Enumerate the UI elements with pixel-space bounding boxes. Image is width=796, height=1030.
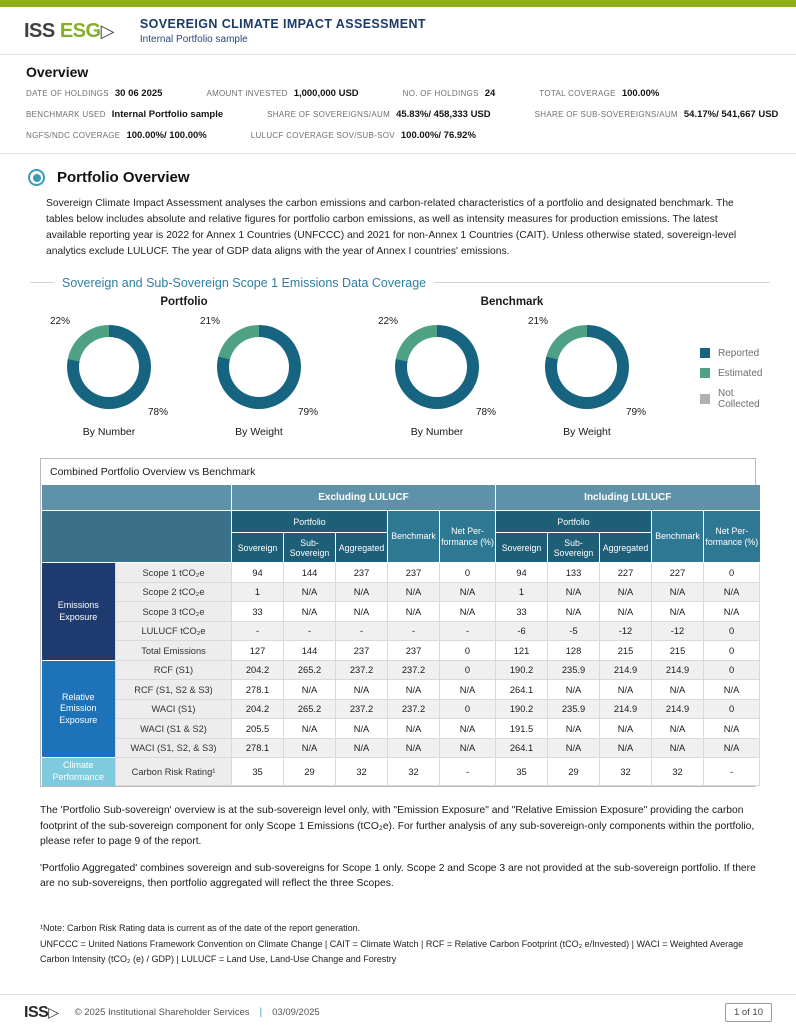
table-cell: N/A bbox=[704, 738, 760, 758]
row-label: Total Emissions bbox=[116, 641, 232, 661]
table-cell: 144 bbox=[284, 641, 336, 661]
table-body bbox=[42, 563, 760, 786]
donut-caption: By Number bbox=[82, 425, 136, 438]
table-cell: 235.9 bbox=[548, 699, 600, 719]
table-row bbox=[42, 660, 760, 680]
table-cell: N/A bbox=[284, 602, 336, 622]
table-cell: 237.2 bbox=[388, 660, 440, 680]
field-value: 54.17%/ 541,667 USD bbox=[683, 109, 779, 120]
benchmark-chart-group bbox=[362, 296, 662, 438]
field-label: SHARE OF SUB-SOVEREIGNS/AUM bbox=[534, 110, 678, 119]
header-benchmark: Benchmark bbox=[388, 511, 440, 563]
header-sub-sovereign: Sub-Sovereign bbox=[284, 533, 336, 563]
table-cell: 33 bbox=[496, 602, 548, 622]
table-cell: 214.9 bbox=[652, 699, 704, 719]
table-cell: 237 bbox=[336, 563, 388, 583]
table-cell: N/A bbox=[652, 719, 704, 739]
table-row bbox=[42, 641, 760, 661]
reported-percent-label: 79% bbox=[625, 406, 646, 418]
logo-esg-text: ESG bbox=[59, 19, 101, 42]
chart-group-title: Benchmark bbox=[480, 295, 544, 308]
table-cell: - bbox=[440, 758, 496, 786]
estimated-percent-label: 22% bbox=[50, 315, 71, 327]
coverage-charts bbox=[34, 296, 770, 438]
donut-portfolio-by-number bbox=[34, 316, 184, 438]
estimated-percent-label: 21% bbox=[528, 315, 549, 327]
sub-sovereign-note-paragraph: The 'Portfolio Sub-sovereign' overview is at the sub-sovereign level only, with "Emission Exposure" and "Relative Emission Exposure" providing the carbon footprint of the sub-sovereign component for only Scope 1 Emissions (tCO₂e). For further analysis of any sub-sovereign-only components within the portfolio, please refer to page 9 of the report. bbox=[40, 805, 755, 848]
table-cell: N/A bbox=[284, 582, 336, 602]
legend-label: Not Collected bbox=[718, 387, 760, 410]
table-cell: 227 bbox=[600, 563, 652, 583]
header-portfolio: Portfolio bbox=[496, 511, 652, 533]
table-cell: 237.2 bbox=[388, 699, 440, 719]
table-cell: N/A bbox=[652, 680, 704, 700]
table-cell: N/A bbox=[440, 738, 496, 758]
row-label: LULUCF tCO₂e bbox=[116, 621, 232, 641]
field-label: SHARE OF SOVEREIGNS/AUM bbox=[267, 110, 391, 119]
legend-swatch-estimated bbox=[700, 368, 710, 378]
table-cell: N/A bbox=[548, 602, 600, 622]
donut-ring bbox=[67, 325, 151, 409]
coverage-subheading-row bbox=[30, 276, 770, 290]
table-cell: N/A bbox=[336, 719, 388, 739]
divider-line bbox=[30, 282, 54, 283]
table-cell: 0 bbox=[440, 660, 496, 680]
table-cell: N/A bbox=[440, 680, 496, 700]
row-label: RCF (S1, S2 & S3) bbox=[116, 680, 232, 700]
overview-heading: Overview bbox=[26, 64, 89, 80]
row-group-label: Emissions Exposure bbox=[42, 563, 116, 661]
row-label: Scope 2 tCO₂e bbox=[116, 582, 232, 602]
table-cell: N/A bbox=[440, 582, 496, 602]
footer-separator: | bbox=[259, 1007, 263, 1018]
table-cell: 237.2 bbox=[336, 660, 388, 680]
header-sovereign: Sovereign bbox=[496, 533, 548, 563]
field-value: 30 06 2025 bbox=[114, 88, 163, 99]
header-corner-cell bbox=[42, 511, 232, 563]
row-label: WACI (S1) bbox=[116, 699, 232, 719]
logo-iss-text: ISS bbox=[24, 19, 55, 42]
table-cell: 215 bbox=[652, 641, 704, 661]
header-aggregated: Aggregated bbox=[600, 533, 652, 563]
table-cell: 237 bbox=[336, 641, 388, 661]
row-group-label: Relative Emission Exposure bbox=[42, 660, 116, 758]
footnote-abbreviations: UNFCCC = United Nations Framework Convention on Climate Change | CAIT = Climate Watch | RCF = Relative Carbon Footprint (tCO₂ e/Invested) | WACI = Weighted Average Carbon Intensity (tCO₂ (e) / GDP) | LULUCF = Land Use, Land-Use Change and Forestry bbox=[40, 938, 744, 964]
donut-benchmark-by-number bbox=[362, 316, 512, 438]
field-label: NO. OF HOLDINGS bbox=[402, 89, 479, 98]
header-sub-sovereign: Sub-Sovereign bbox=[548, 533, 600, 563]
table-cell: 191.5 bbox=[496, 719, 548, 739]
table-cell: 0 bbox=[440, 563, 496, 583]
table-cell: 0 bbox=[704, 699, 760, 719]
table-cell: 32 bbox=[388, 758, 440, 786]
overview-section bbox=[0, 55, 796, 154]
table-cell: - bbox=[388, 621, 440, 641]
donut-caption: By Number bbox=[410, 425, 464, 438]
table-cell: N/A bbox=[548, 680, 600, 700]
footer-copyright: © 2025 Institutional Shareholder Services bbox=[74, 1007, 250, 1018]
table-cell: 29 bbox=[548, 758, 600, 786]
estimated-percent-label: 21% bbox=[200, 315, 221, 327]
header-aggregated: Aggregated bbox=[336, 533, 388, 563]
table-cell: N/A bbox=[600, 680, 652, 700]
header-net-performance: Net Per-formance (%) bbox=[704, 511, 760, 563]
table-row bbox=[42, 758, 760, 786]
table-cell: 265.2 bbox=[284, 699, 336, 719]
table-cell: 0 bbox=[704, 660, 760, 680]
donut-ring bbox=[395, 325, 479, 409]
table-cell: N/A bbox=[336, 602, 388, 622]
donut-caption: By Weight bbox=[563, 425, 611, 438]
table-cell: 237 bbox=[388, 563, 440, 583]
donut-benchmark-by-weight bbox=[512, 316, 662, 438]
page-number-badge: 1 of 10 bbox=[725, 1003, 772, 1022]
table-cell: 35 bbox=[232, 758, 284, 786]
table-cell: - bbox=[704, 758, 760, 786]
table-cell: -12 bbox=[600, 621, 652, 641]
table-cell: N/A bbox=[388, 719, 440, 739]
table-cell: 0 bbox=[704, 641, 760, 661]
table-cell: 0 bbox=[440, 641, 496, 661]
legend-swatch-not-collected bbox=[700, 394, 710, 404]
table-cell: - bbox=[232, 621, 284, 641]
portfolio-overview-intro: Sovereign Climate Impact Assessment analyses the carbon emissions and carbon-related characteristics of a portfolio and designated benchmark. The tables below includes absolute and relative figures for portfolio carbon emissions, as well as intensity measures for production emissions. The latest available reporting year is 2022 for Annex 1 Countries (UNFCCC) and 2021 for non-Annex 1 Countries (CAIT). Unless otherwise stated, sovereign-level analytics exclude LULUCF. The year of GDP data aligns with the year of Annex I countries' emissions. bbox=[46, 198, 737, 257]
field-no-of-holdings bbox=[403, 88, 496, 99]
field-share-sovereigns bbox=[267, 109, 490, 120]
table-cell: N/A bbox=[704, 680, 760, 700]
table-row bbox=[42, 719, 760, 739]
field-date-of-holdings bbox=[26, 88, 162, 99]
table-cell: 227 bbox=[652, 563, 704, 583]
field-label: LULUCF COVERAGE SOV/SUB-SOV bbox=[250, 131, 395, 140]
table-cell: - bbox=[336, 621, 388, 641]
table-cell: 121 bbox=[496, 641, 548, 661]
table-cell: 1 bbox=[232, 582, 284, 602]
field-label: NGFS/NDC COVERAGE bbox=[26, 131, 121, 140]
table-cell: 215 bbox=[600, 641, 652, 661]
table-cell: N/A bbox=[652, 738, 704, 758]
legend-label: Estimated bbox=[718, 367, 763, 379]
table-cell: 32 bbox=[652, 758, 704, 786]
table-cell: 133 bbox=[548, 563, 600, 583]
table-cell: N/A bbox=[388, 680, 440, 700]
table-cell: 237.2 bbox=[336, 699, 388, 719]
portfolio-overview-heading: Portfolio Overview bbox=[57, 169, 190, 186]
top-accent-bar bbox=[0, 0, 796, 7]
header-net-performance: Net Per-formance (%) bbox=[440, 511, 496, 563]
table-cell: -12 bbox=[652, 621, 704, 641]
legend-item-reported bbox=[700, 348, 770, 359]
table-cell: 204.2 bbox=[232, 660, 284, 680]
table-cell: N/A bbox=[704, 719, 760, 739]
row-group-label: Climate Performance bbox=[42, 758, 116, 786]
row-label: RCF (S1) bbox=[116, 660, 232, 680]
table-row bbox=[42, 621, 760, 641]
table-cell: N/A bbox=[600, 582, 652, 602]
table-cell: 32 bbox=[600, 758, 652, 786]
field-share-sub-sovereigns bbox=[535, 109, 779, 120]
table-title: Combined Portfolio Overview vs Benchmark bbox=[41, 459, 755, 485]
table-cell: 128 bbox=[548, 641, 600, 661]
table-cell: N/A bbox=[336, 680, 388, 700]
legend-item-not-collected bbox=[700, 388, 770, 410]
divider-line bbox=[434, 282, 770, 283]
table-cell: 235.9 bbox=[548, 660, 600, 680]
table-cell: 278.1 bbox=[232, 680, 284, 700]
table-row bbox=[42, 680, 760, 700]
legend-swatch-reported bbox=[700, 348, 710, 358]
field-amount-invested bbox=[206, 88, 358, 99]
table-cell: N/A bbox=[440, 719, 496, 739]
table-cell: 0 bbox=[704, 621, 760, 641]
row-label: Carbon Risk Rating¹ bbox=[116, 758, 232, 786]
table-cell: 237 bbox=[388, 641, 440, 661]
table-cell: N/A bbox=[652, 582, 704, 602]
table-row bbox=[42, 582, 760, 602]
field-ngfs-ndc-coverage bbox=[26, 130, 207, 141]
table-cell: -5 bbox=[548, 621, 600, 641]
table-cell: N/A bbox=[600, 602, 652, 622]
coverage-subheading: Sovereign and Sub-Sovereign Scope 1 Emissions Data Coverage bbox=[62, 275, 427, 290]
table-cell: 264.1 bbox=[496, 680, 548, 700]
reported-percent-label: 78% bbox=[475, 406, 496, 418]
header-portfolio: Portfolio bbox=[232, 511, 388, 533]
table-cell: 0 bbox=[440, 699, 496, 719]
main-content bbox=[0, 169, 796, 967]
row-label: WACI (S1 & S2) bbox=[116, 719, 232, 739]
field-label: BENCHMARK USED bbox=[26, 110, 106, 119]
field-total-coverage bbox=[539, 88, 659, 99]
field-value: 24 bbox=[484, 88, 496, 99]
legend-item-estimated bbox=[700, 368, 770, 379]
field-label: AMOUNT INVESTED bbox=[206, 89, 288, 98]
donut-caption: By Weight bbox=[235, 425, 283, 438]
table-cell: N/A bbox=[388, 738, 440, 758]
table-cell: N/A bbox=[336, 582, 388, 602]
logo-triangle-icon: ▷ bbox=[48, 1003, 59, 1020]
table-cell: - bbox=[440, 621, 496, 641]
reported-percent-label: 79% bbox=[297, 406, 318, 418]
table-cell: 278.1 bbox=[232, 738, 284, 758]
table-cell: N/A bbox=[600, 719, 652, 739]
field-label: TOTAL COVERAGE bbox=[539, 89, 616, 98]
field-value: 45.83%/ 458,333 USD bbox=[396, 109, 491, 120]
combined-overview-table bbox=[40, 458, 759, 787]
report-header bbox=[0, 7, 796, 55]
footnotes bbox=[40, 921, 756, 967]
report-title: SOVEREIGN CLIMATE IMPACT ASSESSMENT bbox=[139, 17, 426, 31]
table-cell: N/A bbox=[284, 719, 336, 739]
field-lulucf-coverage bbox=[251, 130, 476, 141]
reported-percent-label: 78% bbox=[147, 406, 168, 418]
field-value: 100.00%/ 76.92% bbox=[400, 130, 476, 141]
row-label: Scope 3 tCO₂e bbox=[116, 602, 232, 622]
table-cell: 1 bbox=[496, 582, 548, 602]
section-bullet-icon bbox=[28, 169, 45, 186]
table-row bbox=[42, 563, 760, 583]
table-cell: - bbox=[284, 621, 336, 641]
table-cell: N/A bbox=[336, 738, 388, 758]
table-cell: N/A bbox=[704, 582, 760, 602]
table-cell: N/A bbox=[388, 602, 440, 622]
table-cell: 0 bbox=[704, 563, 760, 583]
iss-esg-logo bbox=[24, 20, 114, 43]
field-value: 100.00%/ 100.00% bbox=[126, 130, 207, 141]
table-cell: N/A bbox=[548, 719, 600, 739]
legend-label: Reported bbox=[718, 347, 760, 359]
page-footer bbox=[0, 994, 796, 1030]
table-cell: N/A bbox=[440, 602, 496, 622]
table-cell: 33 bbox=[232, 602, 284, 622]
chart-group-title: Portfolio bbox=[160, 295, 208, 308]
donut-ring bbox=[545, 325, 629, 409]
footer-date: 03/09/2025 bbox=[272, 1007, 320, 1018]
header-including-lulucf: Including LULUCF bbox=[496, 485, 760, 511]
table-cell: 32 bbox=[336, 758, 388, 786]
table-cell: N/A bbox=[600, 738, 652, 758]
table-cell: N/A bbox=[548, 582, 600, 602]
table-cell: 190.2 bbox=[496, 699, 548, 719]
table-cell: 94 bbox=[496, 563, 548, 583]
field-label: DATE OF HOLDINGS bbox=[26, 89, 109, 98]
table-cell: 190.2 bbox=[496, 660, 548, 680]
table-header bbox=[42, 485, 760, 563]
field-value: Internal Portfolio sample bbox=[111, 109, 224, 120]
table-cell: -6 bbox=[496, 621, 548, 641]
table-cell: 205.5 bbox=[232, 719, 284, 739]
donut-portfolio-by-weight bbox=[184, 316, 334, 438]
field-value: 100.00% bbox=[621, 88, 660, 99]
table-cell: 144 bbox=[284, 563, 336, 583]
table-cell: 94 bbox=[232, 563, 284, 583]
table-cell: N/A bbox=[704, 602, 760, 622]
table-cell: 265.2 bbox=[284, 660, 336, 680]
portfolio-chart-group bbox=[34, 296, 334, 438]
table-cell: 29 bbox=[284, 758, 336, 786]
chart-legend bbox=[700, 348, 770, 419]
estimated-percent-label: 22% bbox=[378, 315, 399, 327]
row-label: Scope 1 tCO₂e bbox=[116, 563, 232, 583]
table-row bbox=[42, 738, 760, 758]
header-blank-cell bbox=[42, 485, 232, 511]
table-cell: 214.9 bbox=[600, 660, 652, 680]
table-cell: 127 bbox=[232, 641, 284, 661]
table-cell: 35 bbox=[496, 758, 548, 786]
table-cell: N/A bbox=[388, 582, 440, 602]
header-benchmark: Benchmark bbox=[652, 511, 704, 563]
footer-iss-logo: ISS▷ bbox=[24, 1003, 59, 1021]
table-cell: N/A bbox=[284, 738, 336, 758]
table-cell: N/A bbox=[284, 680, 336, 700]
logo-triangle-icon: ▷ bbox=[100, 20, 114, 41]
table-row bbox=[42, 699, 760, 719]
donut-ring bbox=[217, 325, 301, 409]
table-cell: N/A bbox=[652, 602, 704, 622]
table-cell: 214.9 bbox=[652, 660, 704, 680]
table-row bbox=[42, 602, 760, 622]
table-cell: 214.9 bbox=[600, 699, 652, 719]
row-label: WACI (S1, S2, & S3) bbox=[116, 738, 232, 758]
table-cell: 204.2 bbox=[232, 699, 284, 719]
portfolio-overview-header bbox=[28, 169, 770, 186]
field-benchmark-used bbox=[26, 109, 223, 120]
footnote-carbon-risk-rating: ¹Note: Carbon Risk Rating data is current as of the date of the report generation. bbox=[40, 923, 361, 934]
aggregated-note-paragraph: 'Portfolio Aggregated' combines sovereign and sub-sovereigns for Scope 1 only. Scope 2 and Scope 3 are not provided at the sub-sovereign portfolio. If there are no sub-sovereigns, then portfolio aggregated will reflect the three Scopes. bbox=[40, 862, 756, 889]
table-cell: 264.1 bbox=[496, 738, 548, 758]
field-value: 1,000,000 USD bbox=[293, 88, 359, 99]
report-subtitle: Internal Portfolio sample bbox=[139, 34, 248, 45]
table-cell: N/A bbox=[548, 738, 600, 758]
header-sovereign: Sovereign bbox=[232, 533, 284, 563]
header-excluding-lulucf: Excluding LULUCF bbox=[232, 485, 496, 511]
